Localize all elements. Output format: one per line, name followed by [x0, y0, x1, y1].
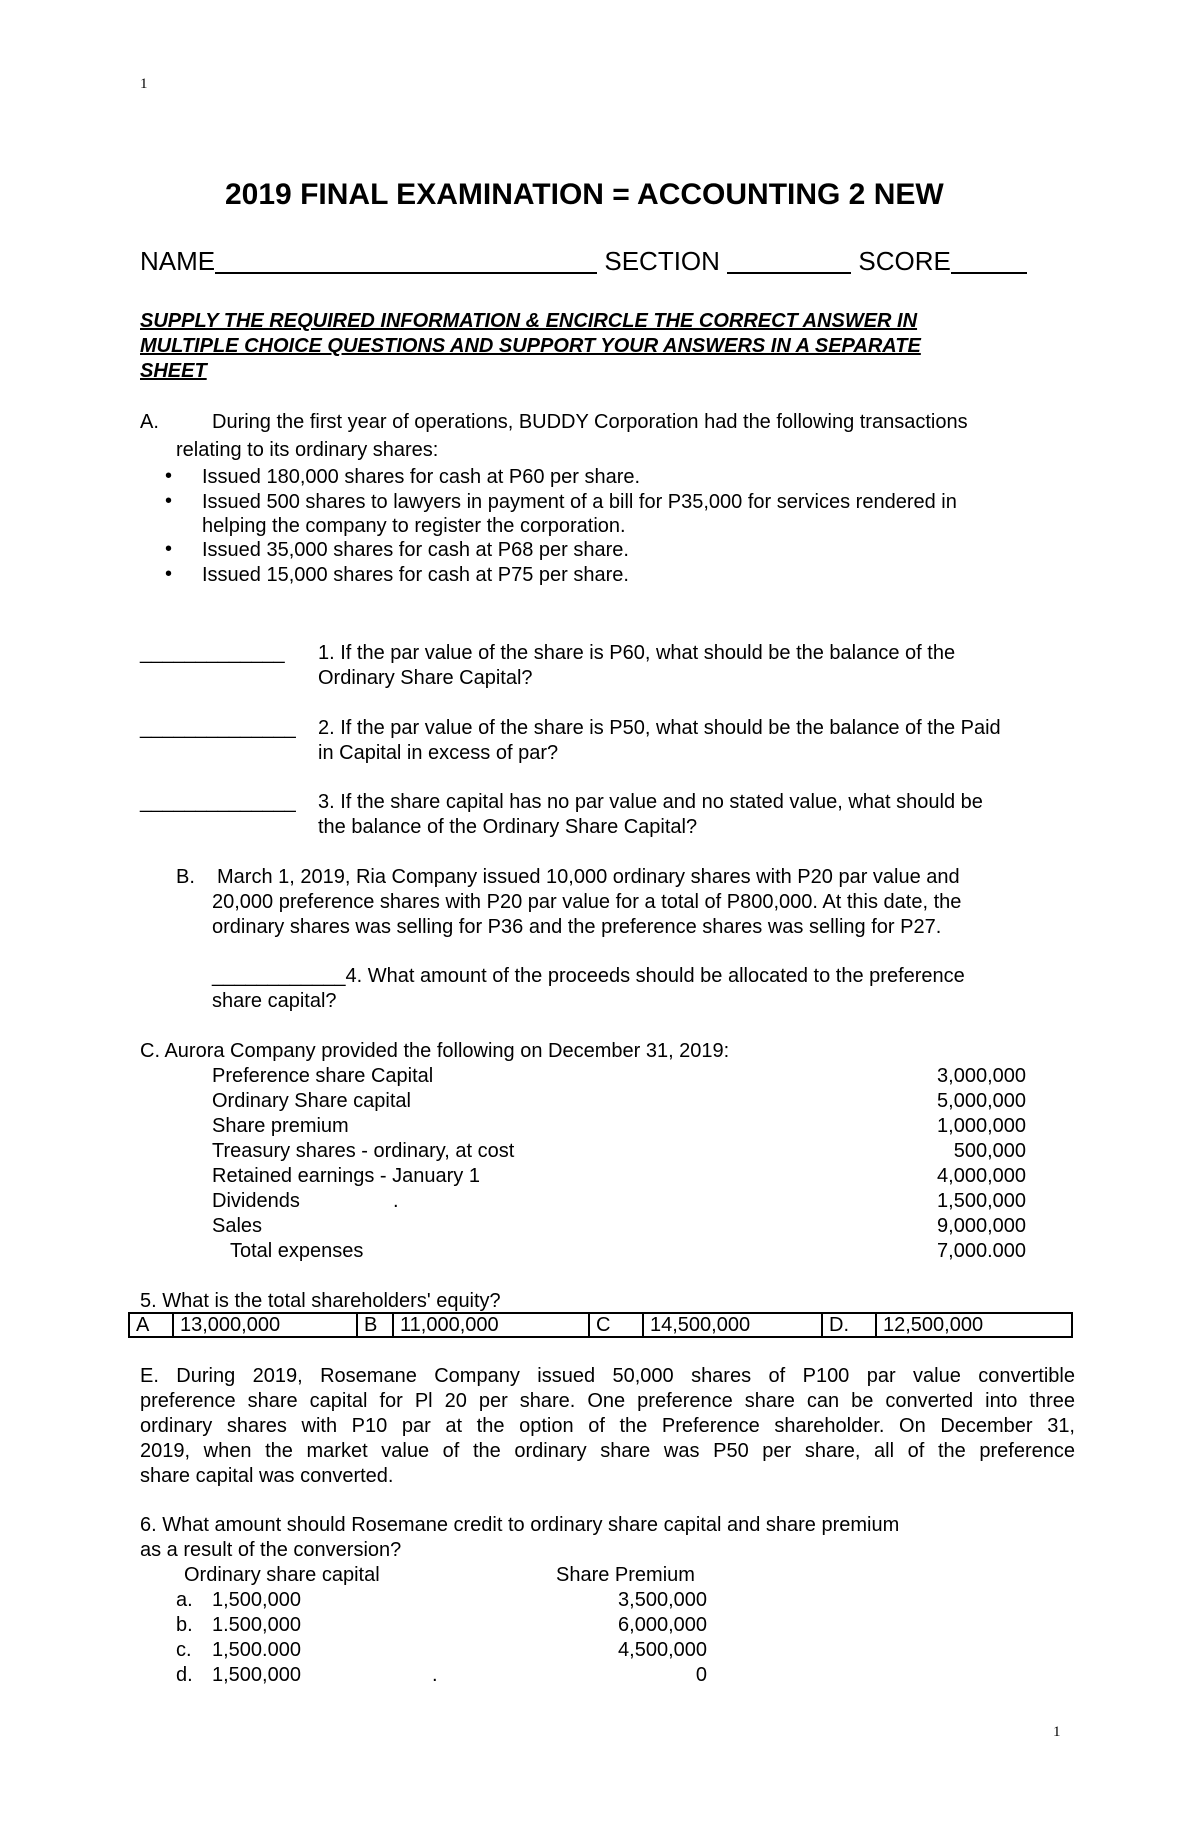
list-item: Issued 500 shares to lawyers in payment of a bill for P35,000 for services rendered in	[202, 491, 957, 513]
list-item: Issued 15,000 shares for cash at P75 per share.	[202, 564, 629, 586]
choice-sp: 0	[695, 1664, 707, 1686]
bullet-icon: •	[165, 538, 173, 560]
part-e-line: E. During 2019, Rosemane Company issued 50,000 shares of P100 par value convertible	[140, 1365, 1075, 1387]
answer-blank[interactable]: ____________	[212, 965, 346, 987]
page-number-top: 1	[140, 76, 148, 92]
choice-letter[interactable]: b.	[176, 1614, 193, 1636]
option-letter[interactable]: D.	[822, 1313, 876, 1337]
account-label: Share premium	[212, 1115, 349, 1137]
choice-osc: 1,500,000	[212, 1664, 301, 1686]
instruction-line: MULTIPLE CHOICE QUESTIONS AND SUPPORT YOUR ANSWERS IN A SEPARATE	[140, 335, 921, 357]
instruction-line: SHEET	[140, 360, 207, 382]
option-value[interactable]: 13,000,000	[173, 1313, 357, 1337]
page-number-bottom: 1	[1053, 1724, 1061, 1740]
part-a-intro-line1: During the first year of operations, BUDDY Corporation had the following transactions	[212, 411, 968, 433]
part-e-line: preference share capital for Pl 20 per share. One preference share can be converted into three	[140, 1390, 1075, 1412]
account-label: Total expenses	[230, 1240, 364, 1262]
account-amount: 9,000,000	[937, 1215, 1026, 1237]
option-letter[interactable]: B	[357, 1313, 393, 1337]
instructions	[140, 309, 921, 384]
option-value[interactable]: 12,500,000	[876, 1313, 1072, 1337]
list-item-continuation: helping the company to register the corporation.	[202, 515, 626, 537]
question-4-line2: share capital?	[212, 990, 337, 1012]
bullet-icon: •	[165, 563, 173, 585]
choice-sp: 4,500,000	[618, 1639, 707, 1661]
question-5-options	[128, 1312, 1073, 1338]
part-e-line: 2019, when the market value of the ordinary share was P50 per share, all of the preference	[140, 1440, 1075, 1462]
question-2-line2: in Capital in excess of par?	[318, 742, 559, 764]
account-label: Preference share Capital	[212, 1065, 434, 1087]
question-5: 5. What is the total shareholders' equity?	[140, 1290, 501, 1312]
question-1-line2: Ordinary Share Capital?	[318, 667, 533, 689]
option-value[interactable]: 11,000,000	[393, 1313, 589, 1337]
account-label: Retained earnings - January 1	[212, 1165, 480, 1187]
dividends-dot: .	[393, 1190, 399, 1212]
question-6-line2: as a result of the conversion?	[140, 1539, 402, 1561]
part-b-line: 20,000 preference shares with P20 par value for a total of P800,000. At this date, the	[212, 891, 962, 913]
question-3-line1: 3. If the share capital has no par value and no stated value, what should be	[318, 791, 983, 813]
account-amount: 1,000,000	[937, 1115, 1026, 1137]
option-letter[interactable]: C	[589, 1313, 643, 1337]
account-amount: 5,000,000	[937, 1090, 1026, 1112]
part-e-line: ordinary shares with P10 par at the option of the Preference shareholder. On December 31,	[140, 1415, 1075, 1437]
bullet-icon: •	[165, 490, 173, 512]
account-label: Dividends	[212, 1190, 300, 1212]
name-label: NAME	[140, 246, 216, 276]
choice-letter[interactable]: c.	[176, 1639, 192, 1661]
choice-osc: 1,500.000	[212, 1639, 301, 1661]
choice-d-dot: .	[432, 1664, 438, 1686]
question-4-line1: 4. What amount of the proceeds should be allocated to the preference	[345, 965, 965, 987]
part-b-line: ordinary shares was selling for P36 and the preference shares was selling for P27.	[212, 916, 942, 938]
question-3-line2: the balance of the Ordinary Share Capital?	[318, 816, 698, 838]
part-b-letter: B.	[176, 866, 195, 888]
account-amount: 500,000	[953, 1140, 1026, 1162]
score-blank[interactable]	[951, 246, 1027, 274]
part-e-line: share capital was converted.	[140, 1465, 394, 1487]
part-a-intro-line2: relating to its ordinary shares:	[176, 439, 439, 461]
option-value[interactable]: 14,500,000	[643, 1313, 822, 1337]
question-6-line1: 6. What amount should Rosemane credit to ordinary share capital and share premium	[140, 1514, 900, 1536]
answer-blank[interactable]: ______________	[140, 717, 296, 739]
instruction-line: SUPPLY THE REQUIRED INFORMATION & ENCIRCLE THE CORRECT ANSWER IN	[140, 310, 918, 332]
part-c-intro: C. Aurora Company provided the following on December 31, 2019:	[140, 1040, 730, 1062]
header-line	[140, 246, 1027, 277]
choice-letter[interactable]: d.	[176, 1664, 193, 1686]
list-item: Issued 180,000 shares for cash at P60 per share.	[202, 466, 641, 488]
col-header-sp: Share Premium	[556, 1564, 695, 1586]
col-header-osc: Ordinary share capital	[184, 1564, 380, 1586]
account-amount: 7,000.000	[937, 1240, 1026, 1262]
name-blank[interactable]	[215, 246, 597, 274]
section-label: SECTION	[604, 246, 720, 276]
page-title: 2019 FINAL EXAMINATION = ACCOUNTING 2 NEW	[225, 178, 944, 211]
account-amount: 4,000,000	[937, 1165, 1026, 1187]
question-4	[212, 964, 965, 989]
account-amount: 3,000,000	[937, 1065, 1026, 1087]
bullet-icon: •	[165, 465, 173, 487]
question-1-line1: 1. If the par value of the share is P60, what should be the balance of the	[318, 642, 956, 664]
choice-sp: 6,000,000	[618, 1614, 707, 1636]
section-blank[interactable]	[727, 246, 851, 274]
account-label: Treasury shares - ordinary, at cost	[212, 1140, 515, 1162]
account-label: Sales	[212, 1215, 263, 1237]
part-b-line: March 1, 2019, Ria Company issued 10,000 ordinary shares with P20 par value and	[217, 866, 960, 888]
answer-blank[interactable]: _____________	[140, 642, 285, 664]
choice-osc: 1.500,000	[212, 1614, 301, 1636]
options-row	[129, 1313, 1072, 1337]
part-a-letter: A.	[140, 411, 159, 433]
option-letter[interactable]: A	[129, 1313, 173, 1337]
score-label: SCORE	[858, 246, 951, 276]
account-amount: 1,500,000	[937, 1190, 1026, 1212]
list-item: Issued 35,000 shares for cash at P68 per share.	[202, 539, 629, 561]
answer-blank[interactable]: ______________	[140, 791, 296, 813]
question-2-line1: 2. If the par value of the share is P50, what should be the balance of the Paid	[318, 717, 1001, 739]
choice-letter[interactable]: a.	[176, 1589, 193, 1611]
account-label: Ordinary Share capital	[212, 1090, 411, 1112]
choice-sp: 3,500,000	[618, 1589, 707, 1611]
choice-osc: 1,500,000	[212, 1589, 301, 1611]
